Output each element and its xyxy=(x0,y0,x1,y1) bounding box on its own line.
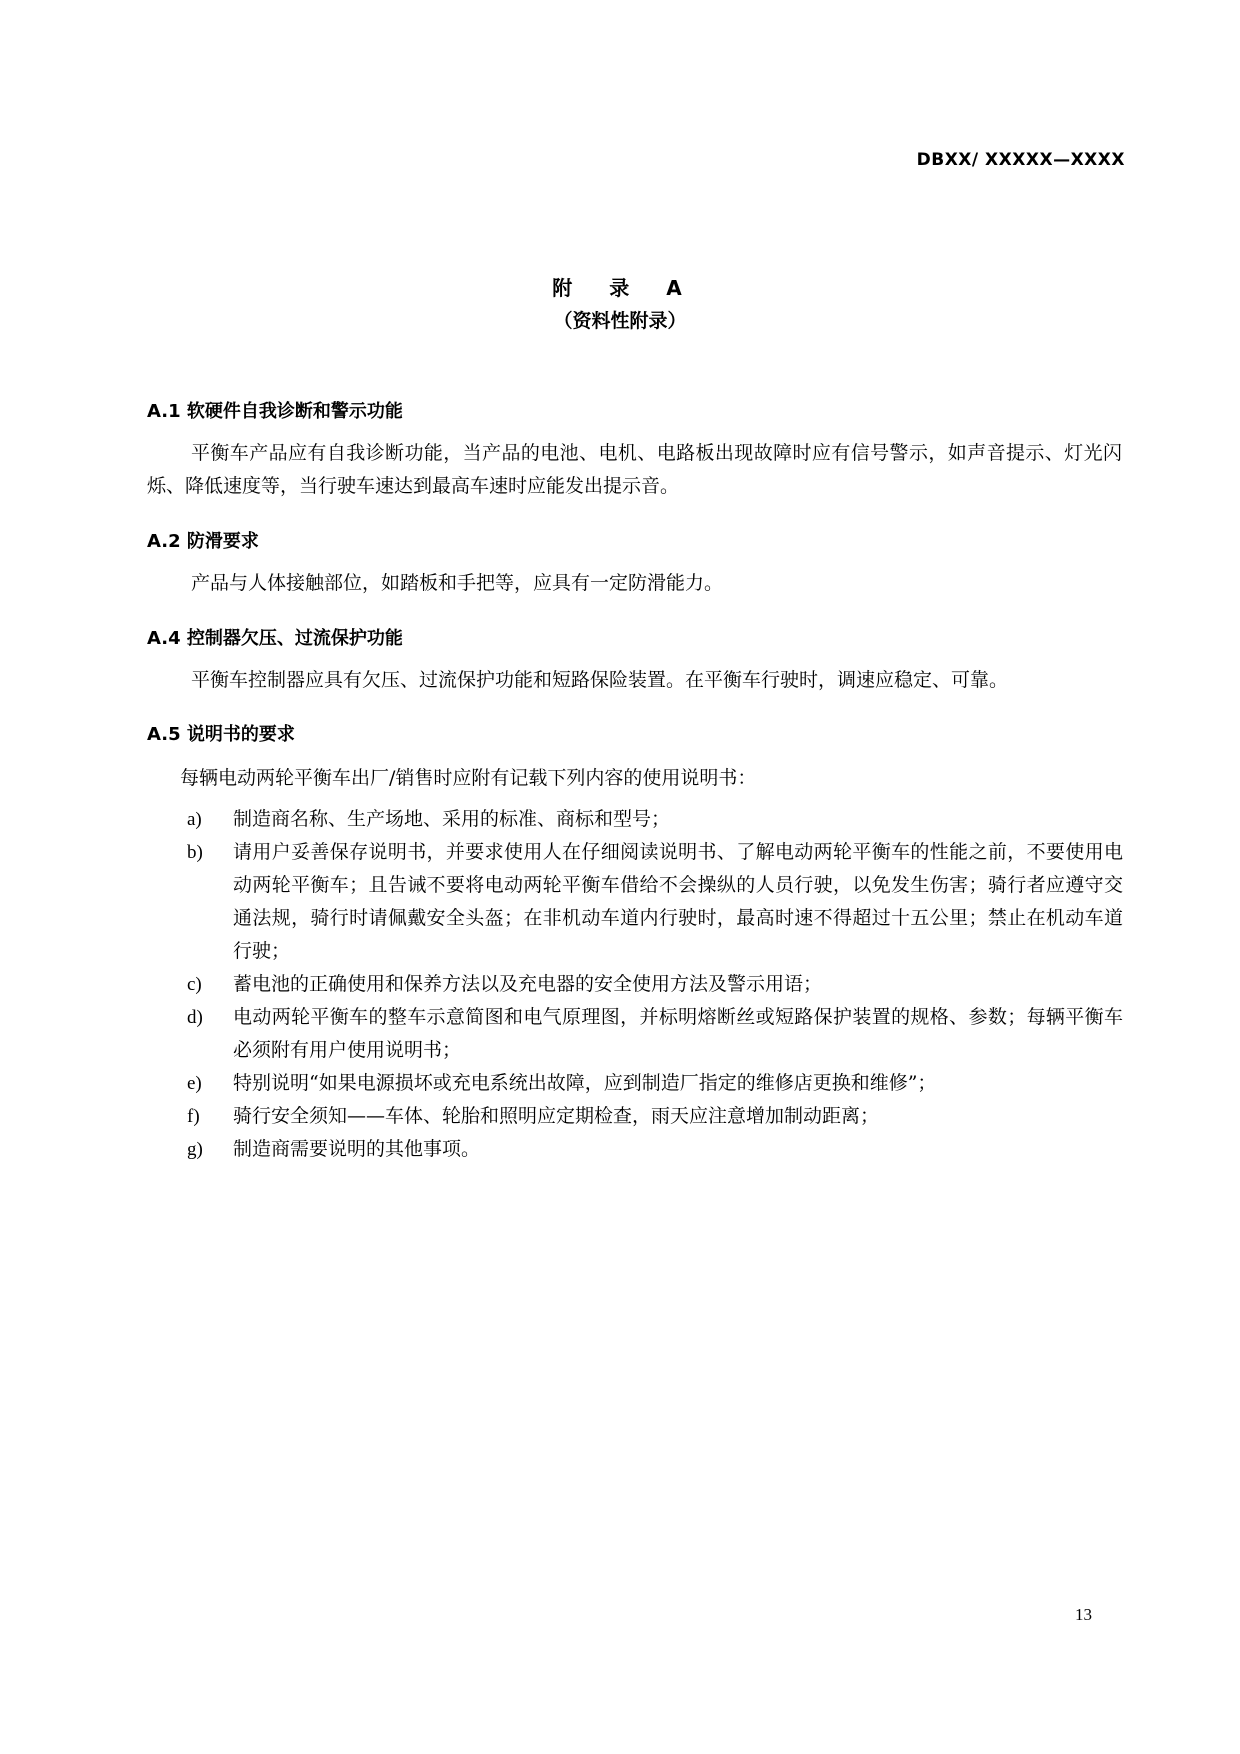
list-item xyxy=(187,1100,1123,1133)
list-marker: f) xyxy=(187,1106,200,1127)
section-heading-a2: A.2 防滑要求 xyxy=(147,531,259,552)
section-intro-a5: 每辆电动两轮平衡车出厂/销售时应附有记载下列内容的使用说明书： xyxy=(180,767,757,789)
appendix-title: 附 录 A xyxy=(552,276,688,300)
list-item xyxy=(187,803,1123,836)
list-item xyxy=(187,968,1123,1001)
list-item-text: 请用户妥善保存说明书，并要求使用人在仔细阅读说明书、了解电动两轮平衡车的性能之前，不要使用电动两轮平衡车；且告诫不要将电动两轮平衡车借给不会操纵的人员行驶，以免发生伤害；骑行者应遵守交通法规，骑行时请佩戴安全头盔；在非机动车道内行驶时，最高时速不得超过十五公里；禁止在机动车道行驶； xyxy=(233,841,1123,962)
appendix-subtitle: （资料性附录） xyxy=(553,310,687,332)
list-item-text: 制造商需要说明的其他事项。 xyxy=(233,1138,481,1160)
section-heading-a1: A.1 软硬件自我诊断和警示功能 xyxy=(147,401,403,422)
section-heading-a4: A.4 控制器欠压、过流保护功能 xyxy=(147,628,403,649)
list-item-text: 蓄电池的正确使用和保养方法以及充电器的安全使用方法及警示用语； xyxy=(233,973,823,995)
list-item-text: 特别说明“如果电源损坏或充电系统出故障，应到制造厂指定的维修店更换和维修”； xyxy=(233,1072,937,1094)
list-item xyxy=(187,836,1123,968)
manual-requirements-list xyxy=(187,803,1123,1166)
list-item-text: 制造商名称、生产场地、采用的标准、商标和型号； xyxy=(233,808,671,830)
list-marker: a) xyxy=(187,809,202,830)
list-marker: c) xyxy=(187,974,202,995)
list-marker: e) xyxy=(187,1073,202,1094)
document-code: DBXX/ XXXXX—XXXX xyxy=(916,150,1125,170)
list-item-text: 电动两轮平衡车的整车示意简图和电气原理图，并标明熔断丝或短路保护装置的规格、参数；每辆平衡车必须附有用户使用说明书； xyxy=(233,1006,1123,1061)
list-marker: b) xyxy=(187,842,203,863)
list-item xyxy=(187,1133,1123,1166)
list-item-text: 骑行安全须知——车体、轮胎和照明应定期检查，雨天应注意增加制动距离； xyxy=(233,1105,880,1127)
list-marker: g) xyxy=(187,1139,203,1160)
list-item xyxy=(187,1001,1123,1067)
section-paragraph-a2: 产品与人体接触部位，如踏板和手把等，应具有一定防滑能力。 xyxy=(191,572,724,594)
section-paragraph-a4: 平衡车控制器应具有欠压、过流保护功能和短路保险装置。在平衡车行驶时，调速应稳定、可靠。 xyxy=(191,669,1009,691)
section-heading-a5: A.5 说明书的要求 xyxy=(147,724,295,745)
list-item xyxy=(187,1067,1123,1100)
page-number: 13 xyxy=(1075,1605,1092,1624)
section-paragraph-a1: 平衡车产品应有自我诊断功能，当产品的电池、电机、电路板出现故障时应有信号警示，如声音提示、灯光闪烁、降低速度等，当行驶车速达到最高车速时应能发出提示音。 xyxy=(147,442,1122,497)
list-marker: d) xyxy=(187,1007,203,1028)
